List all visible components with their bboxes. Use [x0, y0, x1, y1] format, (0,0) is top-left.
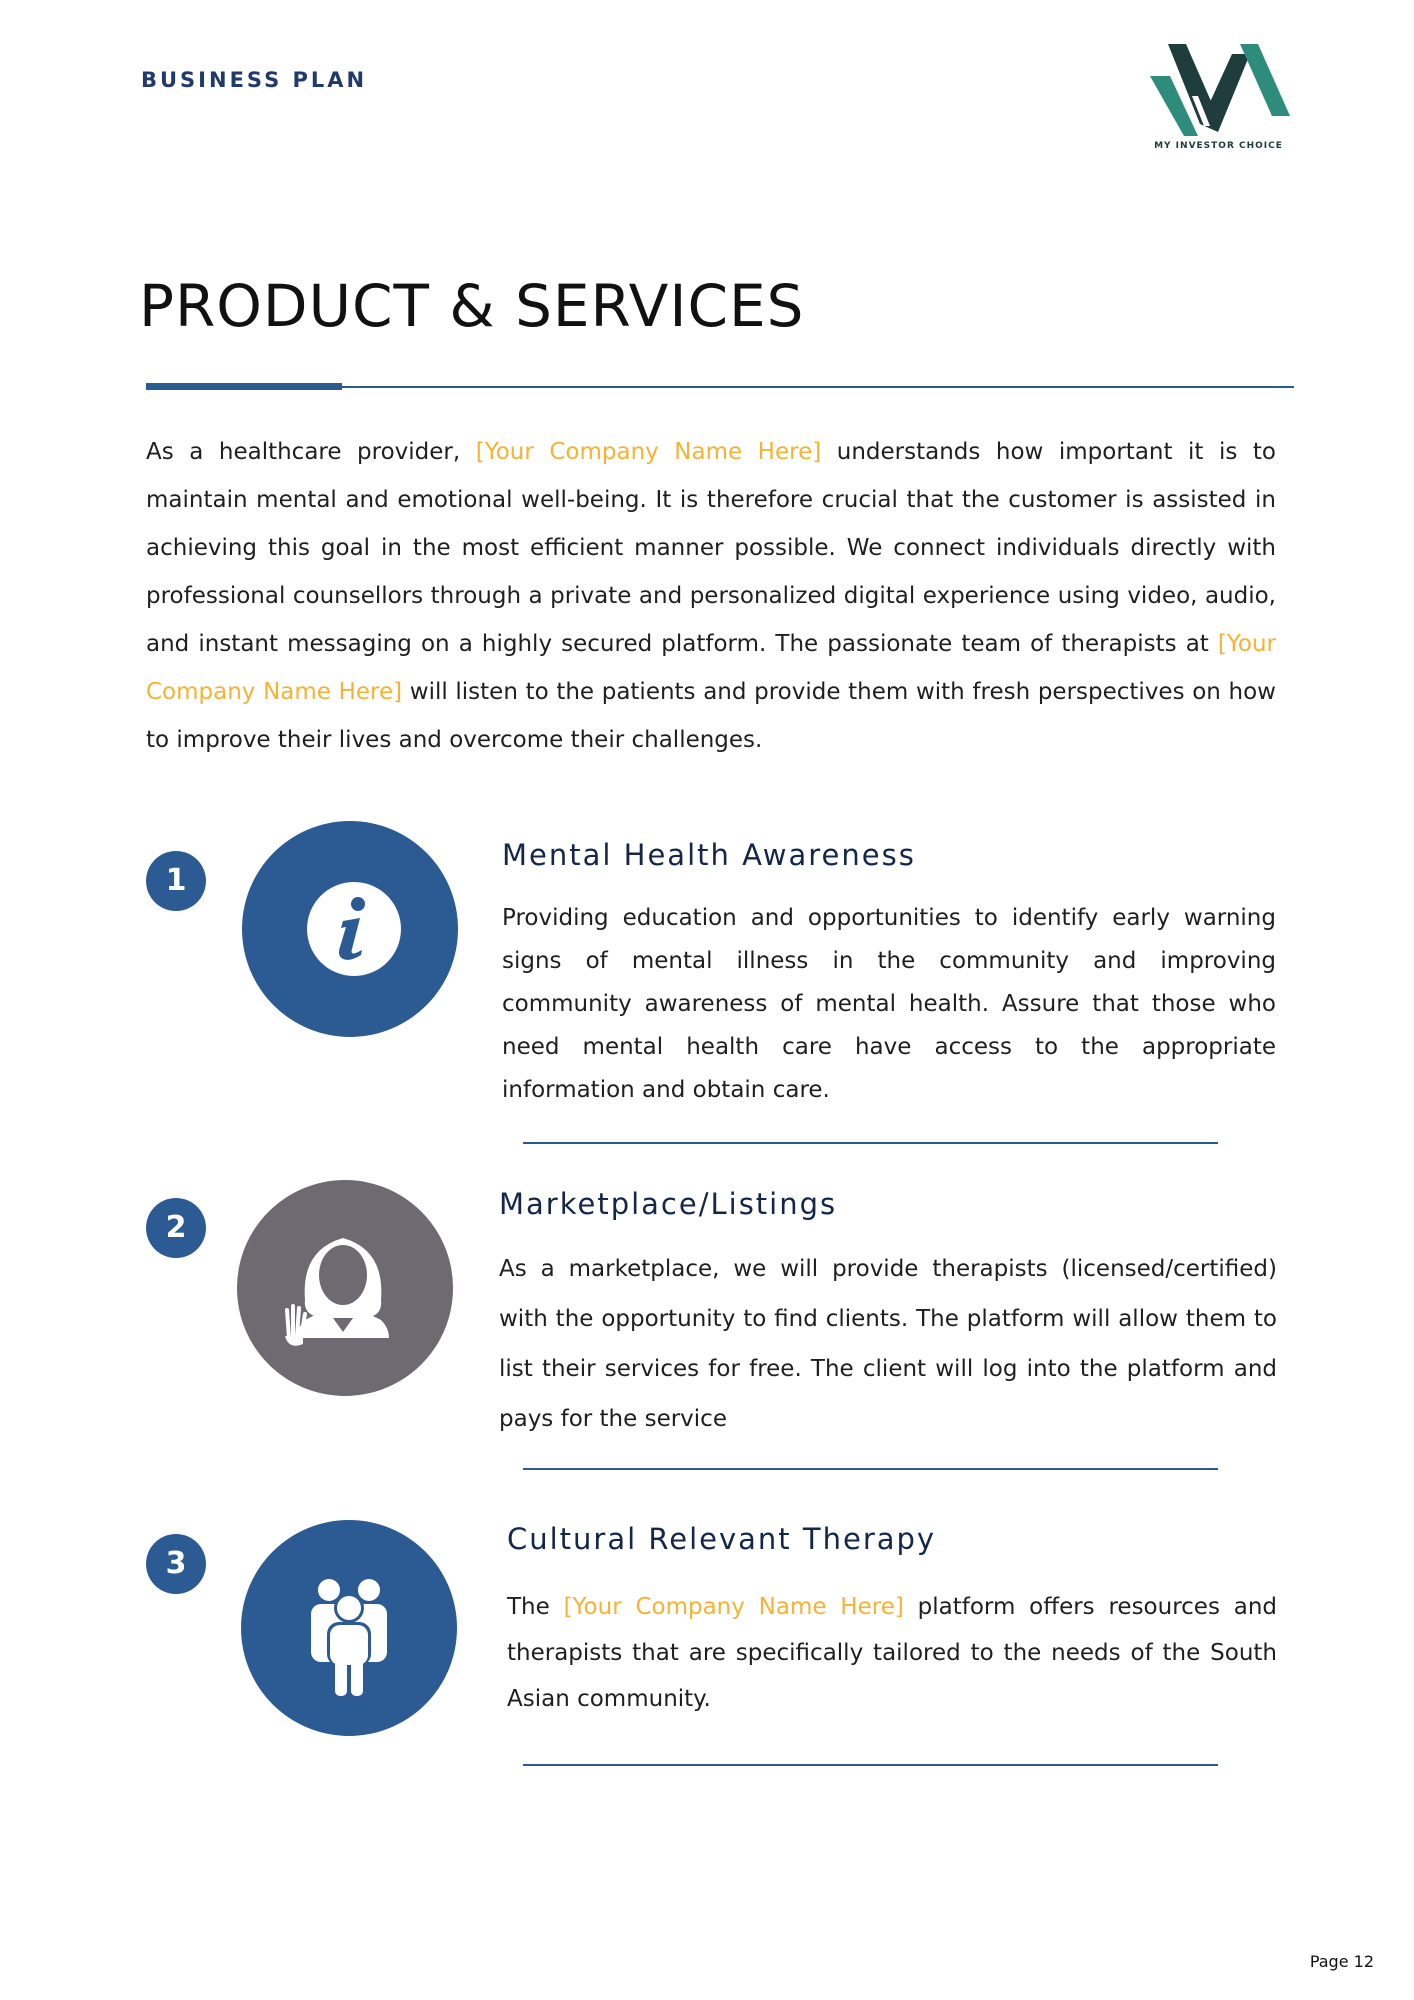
document-header-label: BUSINESS PLAN [141, 68, 368, 92]
service-divider [523, 1764, 1218, 1766]
woman-waving-icon [237, 1180, 453, 1396]
intro-text-3: will listen to the patients and provide them with fresh perspectives on how to improve their lives and overcome their challenges. [146, 679, 1276, 753]
group-people-icon [241, 1520, 457, 1736]
service-text-pre: The [507, 1594, 564, 1620]
company-name-placeholder: [Your Company Name Here] [475, 439, 822, 465]
service-icon-circle [237, 1180, 453, 1396]
company-name-placeholder: [Your Company Name Here] [563, 1594, 904, 1620]
title-divider-accent [146, 383, 342, 390]
page-number: Page 12 [1309, 1952, 1374, 1971]
company-name-placeholder: [Your Company Name Here] [146, 631, 1276, 705]
service-title: Marketplace/Listings [499, 1187, 838, 1221]
service-description: As a marketplace, we will provide therapists (licensed/certified) with the opportunity to find clients. The platform will allow them to list their services for free. The client will log into the platform and pays for the service [499, 1256, 1277, 1432]
info-icon [242, 821, 458, 1037]
service-title: Cultural Relevant Therapy [507, 1522, 937, 1556]
service-description [507, 1584, 1277, 1722]
service-description: Providing education and opportunities to identify early warning signs of mental illness in the community and improving community awareness of mental health. Assure that those who need mental health care have access to the appropriate information and obtain care. [502, 905, 1276, 1103]
intro-paragraph [146, 428, 1276, 764]
service-divider [523, 1142, 1218, 1144]
service-number-badge: 3 [146, 1534, 206, 1594]
intro-text-1: As a healthcare provider, [146, 439, 476, 465]
service-divider [523, 1468, 1218, 1470]
service-number-badge: 1 [146, 851, 206, 911]
service-icon-circle [242, 821, 458, 1037]
intro-text-2: understands how important it is to maintain mental and emotional well-being. It is therefore crucial that the customer is assisted in achieving this goal in the most efficient manner possible. We connect individuals directly with professional counsellors through a private and personalized digital experience using video, audio, and instant messaging on a highly secured platform. The passionate team of therapists at [146, 439, 1276, 657]
logo-wordmark: MY INVESTOR CHOICE [1154, 141, 1283, 151]
service-title: Mental Health Awareness [502, 838, 916, 872]
page-title: PRODUCT & SERVICES [139, 272, 805, 340]
my-investor-choice-logo [1140, 36, 1295, 156]
service-icon-circle [241, 1520, 457, 1736]
service-number-badge: 2 [146, 1198, 206, 1258]
service-text-post: platform offers resources and therapists that are specifically tailored to the needs of the South Asian community. [507, 1594, 1277, 1712]
